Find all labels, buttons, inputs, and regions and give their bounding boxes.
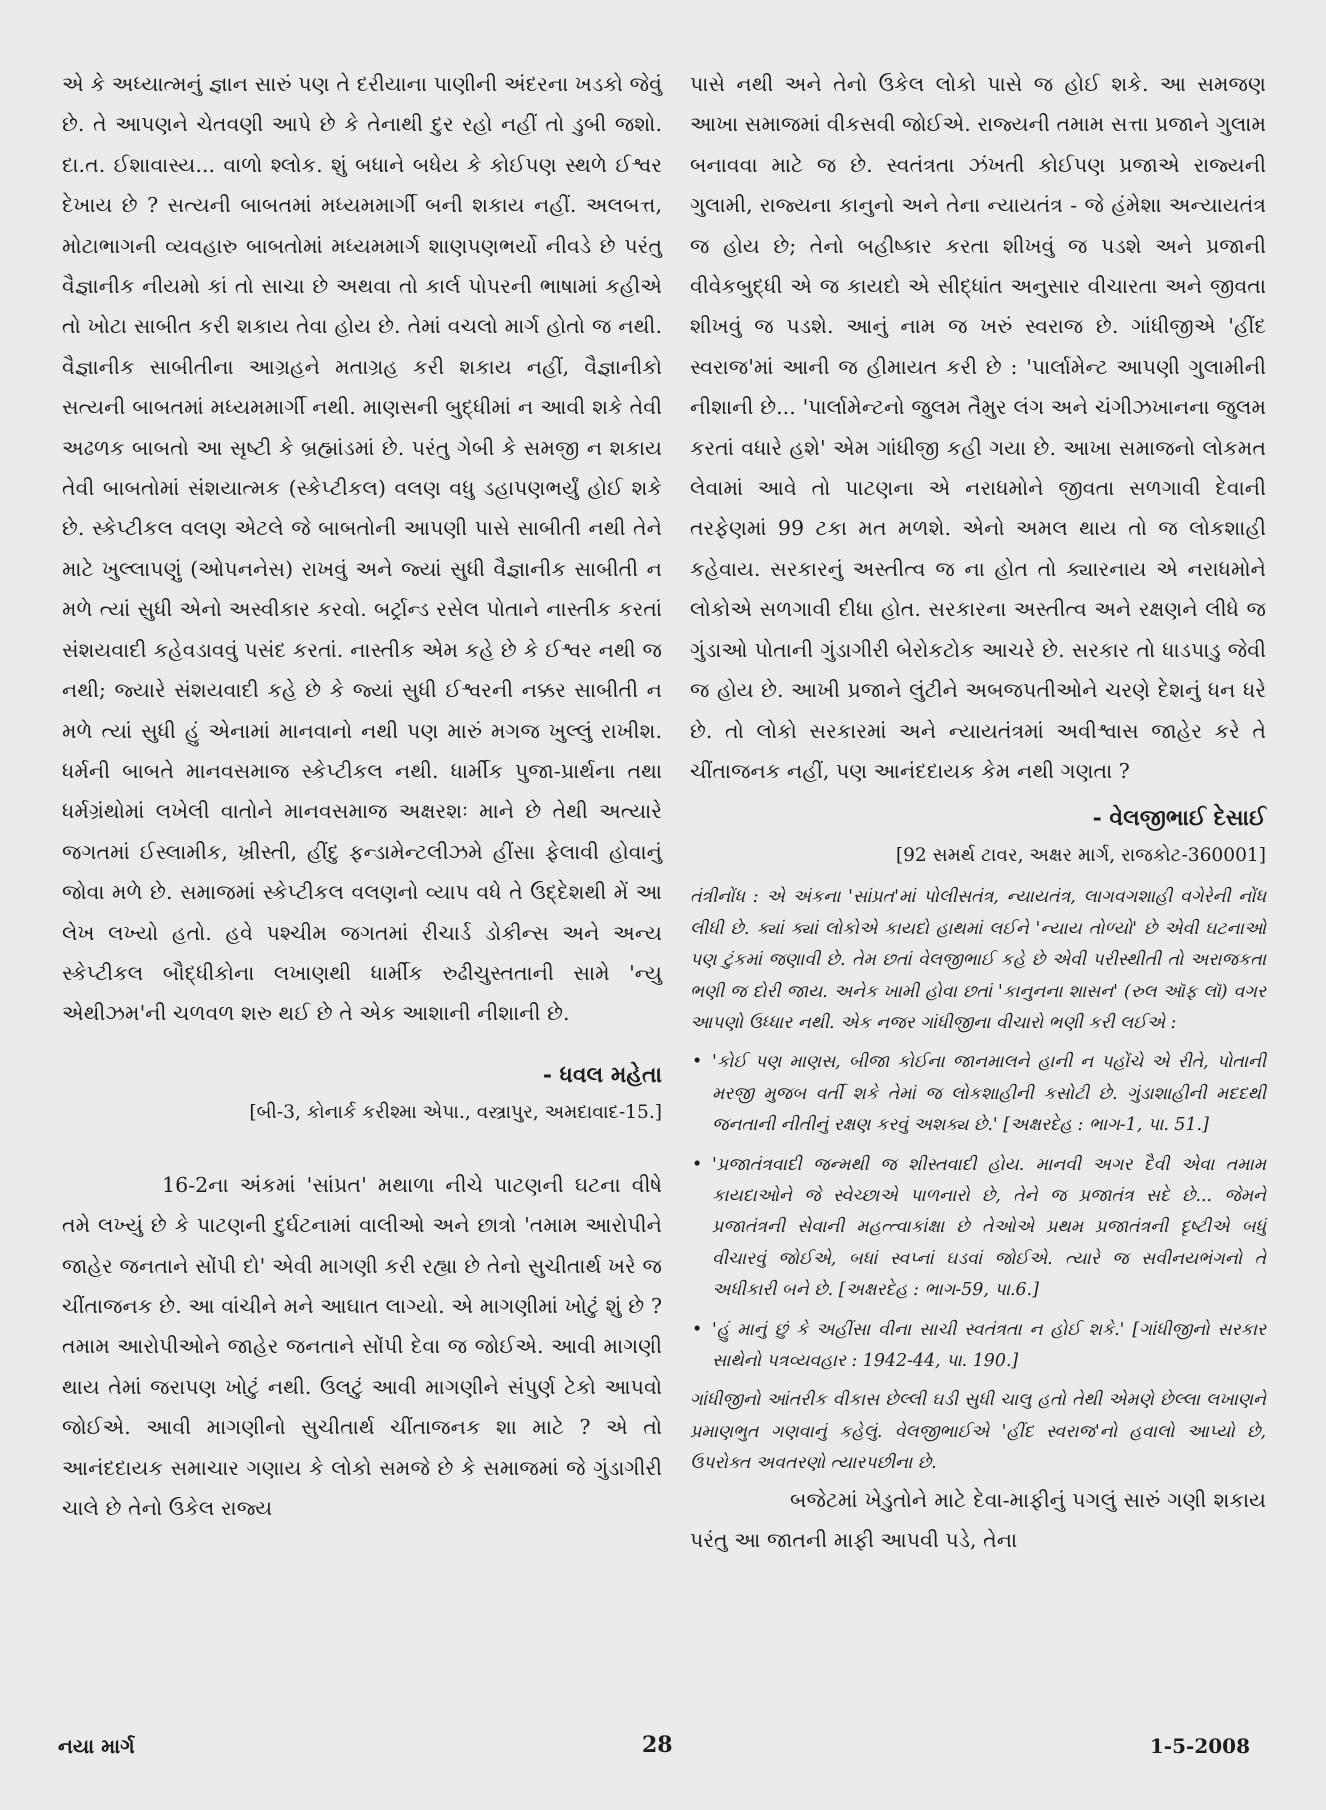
bullet-marker: • [692, 1154, 703, 1175]
quote-text: 'હું માનું છું કે અહીંસા વીના સાચી સ્વતંત્રતા ન હોઈ શકે.' [ગાંધીજીનો સરકાર સાથેનો પત્રવ્યવહાર : 1942-44, પા. 190.] [712, 1319, 1266, 1371]
quote-text: 'પ્રજાતંત્રવાદી જન્મથી જ શીસ્તવાદી હોય. માનવી અગર દૈવી એવા તમામ કાયદાઓને જે સ્વેચ્છાએ પાળનારો છે, તેને જ પ્રજાતંત્ર સદે છે... જેમને પ્રજાતંત્રની સેવાની મહત્ત્વાકાંક્ષા છે તેઓએ પ્રથમ પ્રજાતંત્રની દૃષ્ટીએ બધું વીચારવું જોઈએ, બધાં સ્વપ્નાં ઘડવાં જોઈએ. ત્યારે જ સવીનયભંગનો તે અધીકારી બને છે. [અક્ષરદેહ : ભાગ-59, પા.6.] [712, 1154, 1266, 1301]
quote-bullet-2 [690, 1150, 1266, 1307]
left-column [62, 64, 662, 1528]
address-velji-desai: [92 સમર્થ ટાવર, અક્ષર માર્ગ, રાજકોટ-360001] [895, 845, 1266, 867]
quote-bullet-1 [690, 1047, 1266, 1141]
page-footer [0, 1728, 1326, 1768]
quote-bullet-3 [690, 1315, 1266, 1378]
editor-note: તંત્રીનોંધ : એ અંકના 'સાંપ્રત'માં પોલીસતંત્ર, ન્યાયતંત્ર, લાગવગશાહી વગેરેની નોંધ લીધી છે. ક્યાં ક્યાં લોકોએ કાયદો હાથમાં લઈને 'ન્યાય તોળ્યો' છે એવી ઘટનાઓ પણ ટુંકમાં જણાવી છે. તેમ છતાં વેલજીભાઈ કહે છે એવી પરીસ્થીતી તો અરાજકતા ભણી જ દોરી જાય. અનેક ખામી હોવા છતાં 'કાનુનના શાસન' (રુલ ઑફ લૉ) વગર આપણો ઉધ્ધાર નથી. એક નજર ગાંધીજીના વીચારો ભણી કરી લઈએ : [690, 887, 1266, 1033]
letter-paragraph-1: એ કે અધ્યાત્મનું જ્ઞાન સારું પણ તે દરીયાના પાણીની અંદરના ખડકો જેવું છે. તે આપણને ચેતવણી આપે છે કે તેનાથી દુર રહો નહીં તો ડુબી જશો. દા.ત. ઈશાવાસ્ય... વાળો શ્લોક. શું બધાને બધેય કે કોઈપણ સ્થળે ઈશ્વર દેખાય છે ? સત્યની બાબતમાં મધ્યમમાર્ગી બની શકાય નહીં. અલબત્ત, મોટાભાગની વ્યવહારુ બાબતોમાં મધ્યમમાર્ગ શાણપણભર્યો નીવડે છે પરંતુ વૈજ્ઞાનીક નીયમો કાં તો સાચા છે અથવા તો કાર્લ પોપરની ભાષામાં કહીએ તો ખોટા સાબીત કરી શકાય તેવા હોય છે. તેમાં વચલો માર્ગ હોતો જ નથી. વૈજ્ઞાનીક સાબીતીના આગ્રહને મતાગ્રહ કરી શકાય નહીં, વૈજ્ઞાનીકો સત્યની બાબતમાં મધ્યમમાર્ગી નથી. માણસની બુદ્ધીમાં ન આવી શકે તેવી અઢળક બાબતો આ સૃષ્ટી કે બ્રહ્માંડમાં છે. પરંતુ ગેબી કે સમજી ન શકાય તેવી બાબતોમાં સંશયાત્મક (સ્કેપ્ટીકલ) વલણ વધુ ડહાપણભર્યું હોઈ શકે છે. સ્કેપ્ટીકલ વલણ એટલે જે બાબતોની આપણી પાસે સાબીતી નથી તેને માટે ખુલ્લાપણું (ઓપનનેસ) રાખવું અને જ્યાં સુધી વૈજ્ઞાનીક સાબીતી ન મળે ત્યાં સુધી એનો અસ્વીકાર કરવો. બર્ટ્રાન્ડ રસેલ પોતાને નાસ્તીક કરતાં સંશયવાદી કહેવડાવવું પસંદ કરતાં. નાસ્તીક એમ કહે છે કે ઈશ્વર નથી જ નથી; જ્યારે સંશયવાદી કહે છે કે જ્યાં સુધી ઈશ્વરની નક્કર સાબીતી ન મળે ત્યાં સુધી હું એનામાં માનવાનો નથી પણ મારું મગજ ખુલ્લું રાખીશ. ધર્મની બાબતે માનવસમાજ સ્કેપ્ટીકલ નથી. ધાર્મીક પુજા-પ્રાર્થના તથા ધર્મગ્રંથોમાં લખેલી વાતોને માનવસમાજ અક્ષરશઃ માને છે તેથી અત્યારે જગતમાં ઈસ્લામીક, ખ્રીસ્તી, હીંદુ ફન્ડામેન્ટલીઝમે હીંસા ફેલાવી હોવાનું જોવા મળે છે. સમાજમાં સ્કેપ્ટીકલ વલણનો વ્યાપ વધે તે ઉદ્દેશથી મેં આ લેખ લખ્યો હતો. હવે પશ્ચીમ જગતમાં રીચાર્ડ ડોકીન્સ અને અન્ય સ્કેપ્ટીકલ બૌદ્ધીકોના લખાણથી ધાર્મીક રુઢીચુસ્તતાની સામે 'ન્યુ એથીઝમ'ની ચળવળ શરુ થઈ છે તે એક આશાની નીશાની છે. [62, 72, 662, 1026]
letter-paragraph-continued: પાસે નથી અને તેનો ઉકેલ લોકો પાસે જ હોઈ શકે. આ સમજણ આખા સમાજમાં વીકસવી જોઈએ. રાજ્યની તમામ સત્તા પ્રજાને ગુલામ બનાવવા માટે જ છે. સ્વતંત્રતા ઝંખતી કોઈપણ પ્રજાએ રાજ્યની ગુલામી, રાજ્યના કાનુનો અને તેના ન્યાયતંત્ર - જે હંમેશા અન્યાયતંત્ર જ હોય છે; તેનો બહીષ્કાર કરતા શીખવું જ પડશે અને પ્રજાની વીવેકબુદ્ધી એ જ કાયદો એ સીદ્ધાંત અનુસાર વીચારતા અને જીવતા શીખવું જ પડશે. આનું નામ જ ખરું સ્વરાજ છે. ગાંધીજીએ 'હીંદ સ્વરાજ'માં આની જ હીમાયત કરી છે : 'પાર્લામેન્ટ આપણી ગુલામીની નીશાની છે... 'પાર્લામેન્ટનો જુલમ તૈમુર લંગ અને ચંગીઝખાનના જુલમ કરતાં વધારે હશે' એમ ગાંધીજી કહી ગયા છે. આખા સમાજનો લોકમત લેવામાં આવે તો પાટણના એ નરાધમોને જીવતા સળગાવી દેવાની તરફેણમાં 99 ટકા મત મળશે. એનો અમલ થાય તો જ લોકશાહી કહેવાય. સરકારનું અસ્તીત્વ જ ના હોત તો ક્યારનાય એ નરાધમોને લોકોએ સળગાવી દીધા હોત. સરકારના અસ્તીત્વ અને રક્ષણને લીધે જ ગુંડાઓ પોતાની ગુંડાગીરી બેરોકટોક આચરે છે. સરકાર તો ધાડપાડુ જેવી જ હોય છે. આખી પ્રજાને લુંટીને અબજપતીઓને ચરણે દેશનું ધન ધરે છે. તો લોકો સરકારમાં અને ન્યાયતંત્રમાં અવીશ્વાસ જાહેર કરે તે ચીંતાજનક નહીં, પણ આનંદદાયક કેમ નથી ગણતા ? [690, 72, 1267, 783]
signature-velji-desai: - વેલજીભાઈ દેસાઈ [1092, 805, 1266, 832]
signature-dhaval-maheta: - ધવલ મહેતા [542, 1061, 662, 1088]
budget-paragraph: બજેટમાં ખેડુતોને માટે દેવા-માફીનું પગલું સારું ગણી શકાય પરંતુ આ જાતની માફી આપવી પડે, તેના [690, 1487, 1266, 1553]
bullet-marker: • [692, 1319, 703, 1340]
letter-paragraph-2: 16-2ના અંકમાં 'સાંપ્રત' મથાળા નીચે પાટણની ઘટના વીષે તમે લખ્યું છે કે પાટણની દુર્ઘટનામાં વાલીઓ અને છાત્રો 'તમામ આરોપીને જાહેર જનતાને સોંપી દો' એવી માગણી કરી રહ્યા છે તેનો સુચીતાર્થ ખરે જ ચીંતાજનક છે. આ વાંચીને મને આઘાત લાગ્યો. એ માગણીમાં ખોટું શું છે ? તમામ આરોપીઓને જાહેર જનતાને સોંપી દેવા જ જોઈએ. આવી માગણી થાય તેમાં જરાપણ ખોટું નથી. ઉલટું આવી માગણીને સંપુર્ણ ટેકો આપવો જોઈએ. આવી માગણીનો સુચીતાર્થ ચીંતાજનક શા માટે ? એ તો આનંદદાયક સમાચાર ગણાય કે લોકો સમજે છે કે સમાજમાં જે ગુંડાગીરી ચાલે છે તેનો ઉકેલ રાજ્ય [62, 1172, 662, 1520]
editor-note-end: ગાંધીજીનો આંતરીક વીકાસ છેલ્લી ઘડી સુધી ચાલુ હતો તેથી એમણે છેલ્લા લખાણને પ્રમાણભુત ગણવાનું કહેલું. વેલજીભાઈએ 'હીંદ સ્વરાજ'નો હવાલો આપ્યો છે, ઉપરોક્ત અવતરણો ત્યારપછીના છે. [690, 1390, 1266, 1474]
quote-text: 'કોઈ પણ માણસ, બીજા કોઈના જાનમાલને હાની ન પહોંચે એ રીતે, પોતાની મરજી મુજબ વર્તી શકે તેમાં જ લોકશાહીની કસોટી છે. ગુંડાશાહીની મદદથી જનતાની નીતીનું રક્ષણ કરવું અશક્ય છે.' [અક્ષરદેહ : ભાગ-1, પા. 51.] [712, 1052, 1266, 1136]
right-column [690, 64, 1266, 1560]
magazine-name: નયા માર્ગ [58, 1734, 135, 1758]
address-dhaval-maheta: [બી-3, કોનાર્ક કરીશ્મા એપા., વસ્ત્રાપુર, અમદાવાદ-15.] [249, 1101, 662, 1123]
page-number: 28 [642, 1732, 673, 1758]
issue-date: 1-5-2008 [1149, 1734, 1250, 1758]
bullet-marker: • [692, 1052, 703, 1073]
